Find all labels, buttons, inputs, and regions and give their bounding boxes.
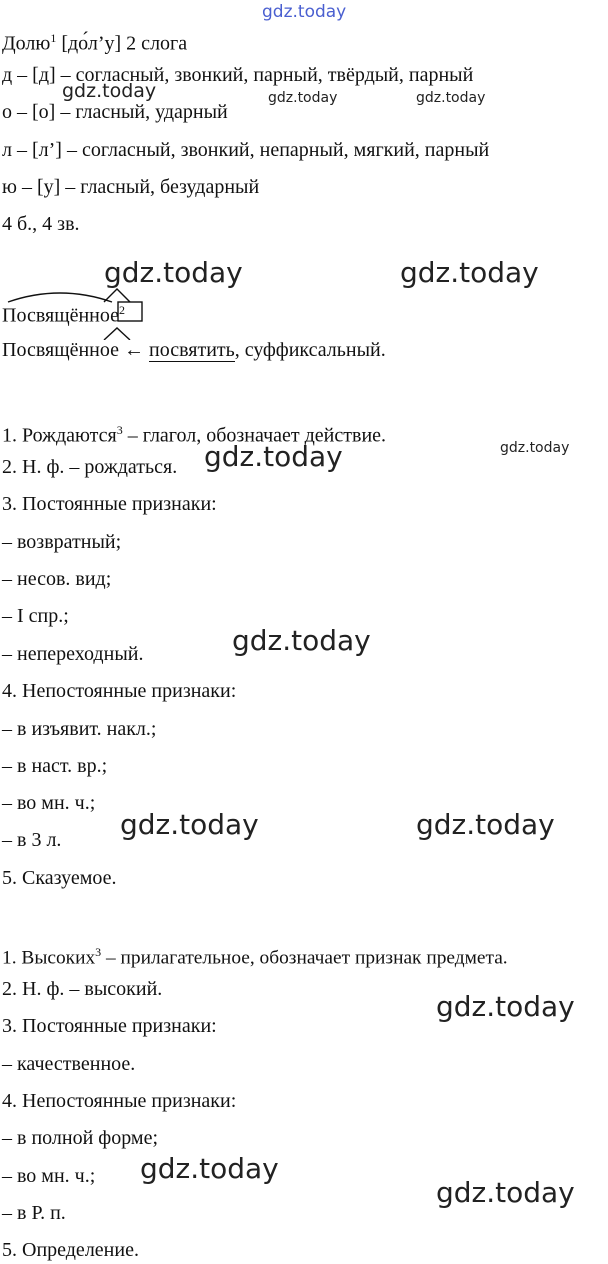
verb-line-1 [2, 418, 386, 448]
adj-line: – в Р. п. [2, 1202, 66, 1224]
adj-line: 3. Постоянные признаки: [2, 1015, 217, 1037]
verb-word: 1. Рождаются [2, 424, 117, 447]
verb-line: – несов. вид; [2, 568, 112, 590]
phonetic-row: ю – [у] – гласный, безударный [2, 176, 260, 198]
verb-desc: – глагол, обозначает действие. [122, 424, 387, 447]
adj-line: 2. Н. ф. – высокий. [2, 978, 163, 1000]
phonetic-row: д – [д] – согласный, звонкий, парный, твёрдый, парный [2, 64, 474, 86]
verb-line: 5. Сказуемое. [2, 867, 117, 889]
watermark: gdz.today [140, 1152, 279, 1185]
verb-line: – возвратный; [2, 531, 122, 553]
adj-line-1 [2, 940, 508, 970]
phonetic-summary: 4 б., 4 зв. [2, 213, 80, 235]
verb-line: – непереходный. [2, 643, 144, 665]
verb-line: – в изъявит. накл.; [2, 718, 157, 740]
morphemic-derivation [2, 338, 386, 362]
watermark: gdz.today [104, 256, 243, 289]
adj-line: 5. Определение. [2, 1239, 139, 1261]
verb-line: – в 3 л. [2, 829, 62, 851]
watermark: gdz.today [500, 440, 570, 456]
morphemic-word-line [2, 298, 125, 328]
morphemic-prefix: Посвящённое ← [2, 339, 150, 361]
phonetic-heading [2, 26, 187, 56]
morphemic-suffix: , суффиксальный. [234, 339, 386, 361]
adj-line: – в полной форме; [2, 1127, 159, 1149]
verb-line: 3. Постоянные признаки: [2, 493, 217, 515]
morphemic-source-word: посвятить [149, 339, 235, 361]
adj-desc: – прилагательное, обозначает признак предмета. [101, 947, 508, 969]
watermark: gdz.today [436, 1176, 575, 1209]
adj-line: 4. Непостоянные признаки: [2, 1090, 237, 1112]
watermark: gdz.today [416, 808, 555, 841]
watermark: gdz.today [62, 80, 157, 102]
watermark: gdz.today [400, 256, 539, 289]
verb-line: – во мн. ч.; [2, 792, 96, 814]
watermark: gdz.today [268, 90, 338, 106]
watermark-top: gdz.today [262, 2, 347, 22]
verb-word-sup: 3 [116, 423, 123, 437]
phonetic-word-sup: 1 [50, 31, 57, 45]
adj-line: – качественное. [2, 1053, 136, 1075]
watermark: gdz.today [436, 990, 575, 1023]
watermark: gdz.today [204, 440, 343, 473]
watermark: gdz.today [232, 624, 371, 657]
watermark: gdz.today [416, 90, 486, 106]
watermark: gdz.today [120, 808, 259, 841]
verb-line: – I спр.; [2, 605, 69, 627]
phonetic-row: о – [о] – гласный, ударный [2, 101, 228, 123]
morphemic-word-sup: 2 [119, 303, 126, 317]
adj-line: – во мн. ч.; [2, 1165, 96, 1187]
phonetic-row: л – [л’] – согласный, звонкий, непарный, мягкий, парный [2, 139, 490, 161]
phonetic-transcription: [до́л’у] 2 слога [61, 32, 188, 55]
adj-word: 1. Высоких [2, 947, 96, 969]
phonetic-word: Долю [2, 32, 51, 55]
adj-word-sup: 3 [95, 945, 102, 959]
verb-line: – в наст. вр.; [2, 755, 108, 777]
verb-line: 2. Н. ф. – рождаться. [2, 456, 178, 478]
morphemic-word: Посвящённое [2, 304, 120, 327]
verb-line: 4. Непостоянные признаки: [2, 680, 237, 702]
